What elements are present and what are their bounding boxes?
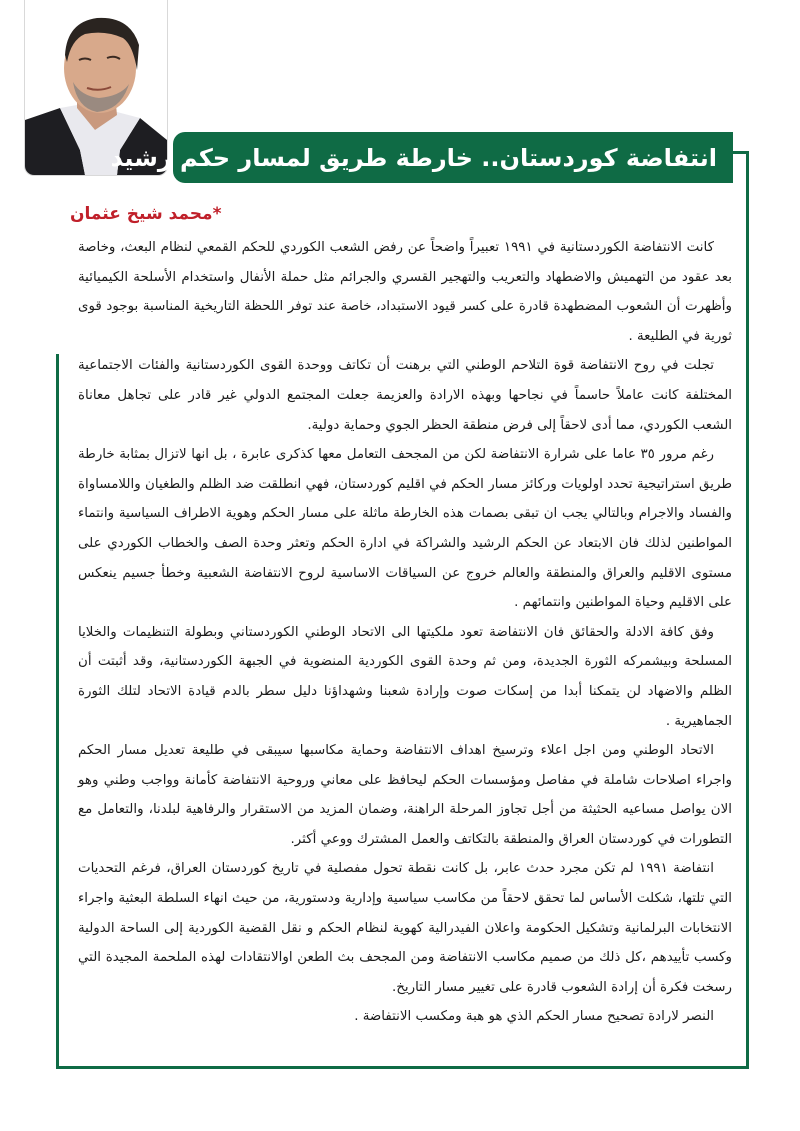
page-title: انتفاضة كوردستان.. خارطة طريق لمسار حكم رشيد [110, 143, 717, 172]
article-paragraph: رغم مرور ٣٥ عاما على شرارة الانتفاضة لكن من المجحف التعامل معها كذكرى عابرة ، بل انها لاتزال بمثابة خارطة طريق استراتيجية تحدد اولويات وركائز مسار الحكم في اقليم كوردستان، فهي انطلقت ضد الظلم والطغيان واللامساواة والفساد والاجرام وبالتالي يجب ان تبقى بصمات هذه الخارطة ماثلة على مسار الحكم وهوية الاطراف السياسية وانتماء المواطنين لذلك فان الابتعاد عن الحكم الرشيد والشراكة في ادارة الحكم وتعثر وحدة الصف والخطاب الكوردي على مستوى الاقليم والعراق والمنطقة والعالم خروج عن السياقات الاساسية لروح الانتفاضة الشعبية وخطأ جسيم ينعكس على الاقليم وحياة المواطنين وانتمائهم . [78, 447, 732, 611]
title-banner [110, 132, 733, 183]
article-paragraph: وفق كافة الادلة والحقائق فان الانتفاضة تعود ملكيتها الى الاتحاد الوطني الكوردستاني وبطولة التنظيمات والخلايا المسلحة وبيشمركه الثورة الجديدة، ومن ثم وحدة القوى الكوردية المنضوية في الجبهة الكوردستانية، وقد أثبتت أن الظلم والاضهاد لن يتمكنا أبدا من إسكات صوت وإرادة شعبنا وشهداؤنا دليل سطر بالدم قيادة الاتحاد لتلك الثورة الجماهيرية . [78, 624, 732, 729]
article-paragraph: تجلت في روح الانتفاضة قوة التلاحم الوطني التي برهنت أن تكاتف ووحدة القوى الكوردستانية والفئات الاجتماعية المختلفة كانت عاملاً حاسماً في نجاحها وبهذه الارادة والعزيمة جعلت المجتمع الدولي غير قادر على تجاهل معاناة الشعب الكوردي، مما أدى لاحقاً إلى فرض منطقة الحظر الجوي وحماية دولية. [78, 358, 732, 433]
article-paragraph: كانت الانتفاضة الكوردستانية في ١٩٩١ تعبيراً واضحاً عن رفض الشعب الكوردي للحكم القمعي لنظام البعث، وخاصة بعد عقود من التهميش والاضطهاد والتعريب والتهجير القسري والجرائم مثل حملة الأنفال واستخدام الأسلحة الكيميائية وأظهرت أن الشعوب المضطهدة قادرة على كسر قيود الاستبداد، خاصة عند توفر اللحظة التاريخية المناسبة بوجود قوى ثورية في الطليعة . [78, 240, 732, 344]
article-body [78, 233, 732, 1032]
frame-border-right [746, 151, 749, 1069]
article-paragraph: الاتحاد الوطني ومن اجل اعلاء وترسيخ اهداف الانتفاضة وحماية مكاسبها سيبقى في طليعة تعديل مسار الحكم واجراء اصلاحات شاملة في مفاصل ومؤسسات الحكم ليحافظ على معاني وروحية الانتفاضة كأمانة وواجب وطني وهو الان يواصل مساعيه الحثيثة من أجل تجاوز المرحلة الراهنة، وضمان المزيد من الاستقرار والرفاهية لبلدنا، والتعامل مع التطورات في كوردستان العراق والمنطقة بالتكاتف والعمل المشترك ووعي أكثر. [78, 743, 732, 847]
article-paragraph: انتفاضة ١٩٩١ لم تكن مجرد حدث عابر، بل كانت نقطة تحول مفصلية في تاريخ كوردستان العراق، فرغم التحديات التي تلتها، شكلت الأساس لما تحقق لاحقاً من مكاسب سياسية وإدارية ودستورية، من حيث انهاء السلطة البعثية واجراء الانتخابات البرلمانية وتشكيل الحكومة واعلان الفيدرالية كهوية لنظام الحكم و نقل القضية الكوردية إلى الساحة الدولية وكسب تأييدهم ،كل ذلك من صميم مكاسب الانتفاضة ومن المجحف بث الطعن اوالانتقادات لهذه الملحمة المجيدة التي رسخت فكرة أن إرادة الشعوب قادرة على تغيير مسار التاريخ. [78, 861, 732, 995]
article-paragraph: النصر لارادة تصحيح مسار الحكم الذي هو هبة ومكسب الانتفاضة . [354, 1009, 714, 1025]
author-name: *محمد شيخ عثمان [70, 204, 222, 224]
author-byline [70, 204, 270, 224]
frame-border-left [56, 354, 59, 1069]
frame-border-bottom [56, 1066, 749, 1069]
